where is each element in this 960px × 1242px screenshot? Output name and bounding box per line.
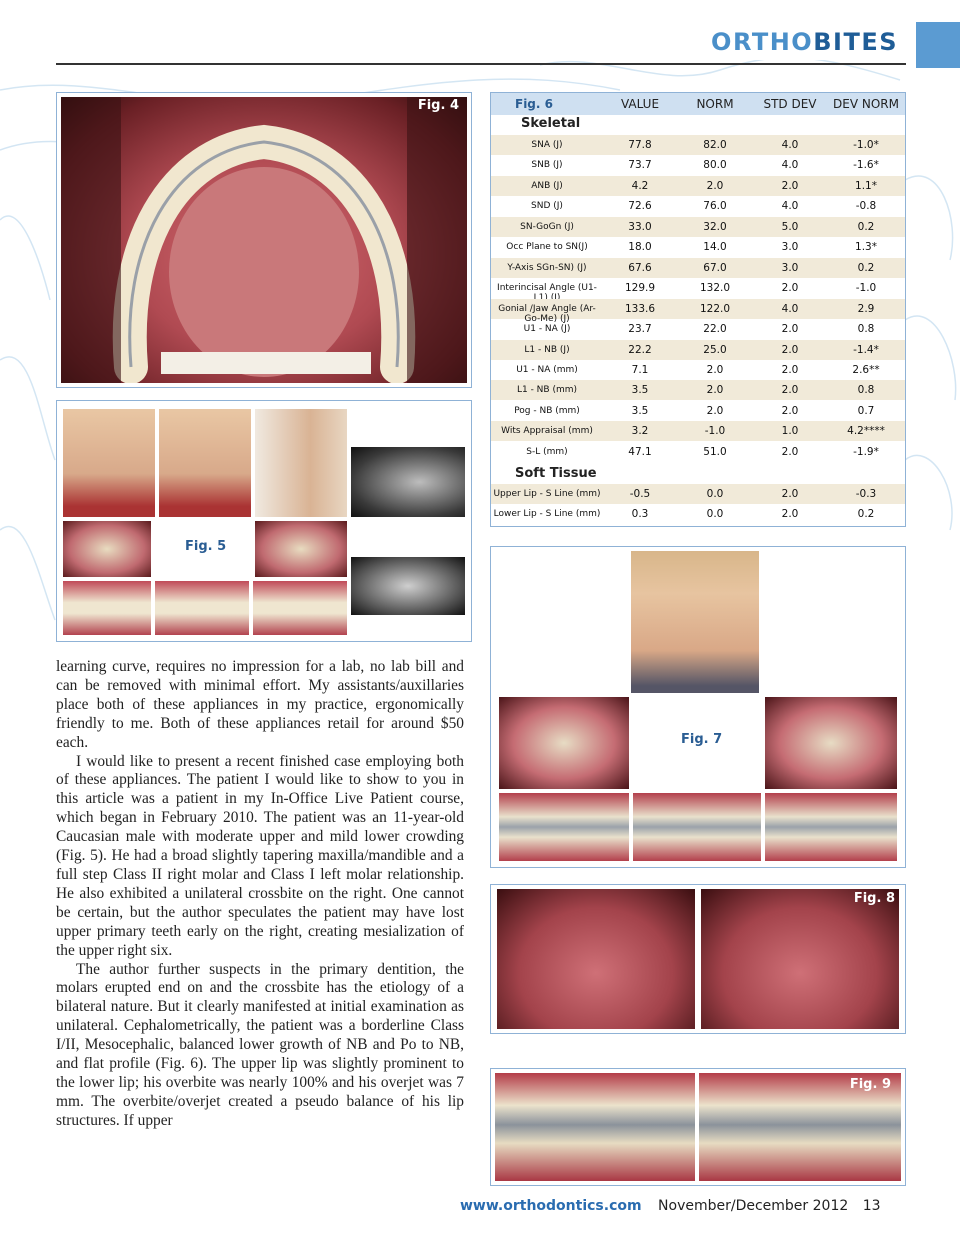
cell-label: Lower Lip - S Line (mm): [493, 509, 601, 520]
fig4-teeth-drawing: [61, 97, 467, 383]
cell-std-dev: 2.0: [781, 323, 799, 336]
cell-norm: 2.0: [706, 363, 724, 376]
cell-label: SN-GoGn (J): [520, 221, 574, 232]
cell-value: 7.1: [631, 363, 649, 376]
cell-std-dev: 4.0: [781, 159, 799, 172]
fig9-label: Fig. 9: [849, 1077, 891, 1092]
cell-dev-norm: 0.2: [857, 261, 875, 274]
table-row: [491, 299, 905, 324]
table-row: [491, 484, 905, 504]
fig5-face-profile: [255, 409, 347, 517]
fig7-intraoral-left: [765, 793, 897, 861]
cell-dev-norm: -0.8: [855, 200, 877, 213]
cell-std-dev: 2.0: [781, 404, 799, 417]
fig7-frame: [490, 546, 906, 868]
cell-value: 47.1: [628, 445, 652, 458]
cell-dev-norm: -0.3: [855, 488, 877, 500]
table-row: [491, 176, 905, 196]
table-row: [491, 237, 905, 257]
cell-dev-norm: -1.9*: [853, 445, 879, 458]
cell-dev-norm: 0.8: [857, 384, 875, 397]
table-row: [491, 340, 905, 360]
cell-label: SNA (J): [531, 140, 563, 150]
cell-norm: 0.0: [706, 508, 724, 521]
fig7-label: Fig. 7: [681, 732, 723, 747]
table-row: [491, 319, 905, 339]
cell-label: L1 - NB (mm): [516, 385, 578, 396]
cell-norm: 14.0: [703, 241, 727, 254]
cell-norm: 22.0: [703, 323, 727, 336]
fig4-frame: [56, 92, 472, 388]
cell-value: 3.5: [631, 384, 649, 397]
fig9-photo-braces-right: [495, 1073, 695, 1181]
fig7-intraoral-right: [499, 793, 629, 861]
fig8-photo-expander-left: [497, 889, 695, 1029]
cell-dev-norm: 0.2: [857, 508, 875, 521]
cell-norm: 0.0: [706, 488, 724, 500]
header-color-tab: [916, 22, 960, 68]
cell-norm: 51.0: [703, 445, 727, 458]
cell-std-dev: 2.0: [781, 179, 799, 192]
cell-norm: 122.0: [699, 302, 731, 315]
article-body: [56, 658, 464, 1131]
cell-value: 72.6: [628, 200, 652, 213]
cell-value: 77.8: [628, 139, 652, 151]
fig4-label: Fig. 4: [417, 98, 459, 113]
col-header-norm: NORM: [696, 97, 734, 111]
fig7-occlusal-upper: [499, 697, 629, 789]
cell-label: Y-Axis SGn-SN) (J): [507, 262, 587, 273]
cell-norm: 2.0: [706, 179, 724, 192]
cell-dev-norm: 2.9: [857, 302, 875, 315]
cell-value: 3.2: [631, 425, 649, 438]
cell-value: 133.6: [624, 302, 656, 315]
footer-website-link[interactable]: www.orthodontics.com: [460, 1198, 642, 1214]
fig5-face-front-smile: [63, 409, 155, 517]
cell-std-dev: 4.0: [781, 139, 799, 151]
cell-std-dev: 2.0: [781, 508, 799, 521]
cell-std-dev: 2.0: [781, 343, 799, 356]
brand-part-bites: BITES: [813, 28, 898, 56]
fig5-ceph-xray: [351, 447, 465, 517]
footer-issue-date: November/December 2012: [658, 1198, 849, 1214]
table-row: [491, 135, 905, 155]
fig5-intraoral-right: [63, 581, 151, 635]
cell-value: 67.6: [628, 261, 652, 274]
cell-std-dev: 3.0: [781, 261, 799, 274]
brand-part-ortho: ORTHO: [711, 28, 814, 56]
cell-std-dev: 5.0: [781, 220, 799, 233]
cell-norm: 132.0: [699, 282, 731, 295]
fig8-photo-expander-right: [701, 889, 899, 1029]
fig5-occlusal-lower: [255, 521, 347, 577]
header-rule: [56, 63, 906, 65]
fig5-intraoral-left: [253, 581, 347, 635]
cell-value: 22.2: [628, 343, 652, 356]
fig9-frame: [490, 1068, 906, 1186]
col-header-std-dev: STD DEV: [763, 97, 817, 111]
cell-label: Upper Lip - S Line (mm): [493, 489, 601, 499]
cell-value: -0.5: [629, 488, 651, 500]
table-row: [491, 421, 905, 441]
cell-norm: 2.0: [706, 404, 724, 417]
cell-label: Interincisal Angle (U1-: [497, 283, 597, 294]
table-row: [491, 217, 905, 237]
cell-value: 4.2: [631, 179, 649, 192]
fig4-photo-upper-arch: [61, 97, 467, 383]
fig6-label: Fig. 6: [515, 97, 553, 111]
cell-std-dev: 3.0: [781, 241, 799, 254]
cell-std-dev: 2.0: [781, 445, 799, 458]
cell-std-dev: 4.0: [781, 200, 799, 213]
cell-label: U1 - NA (J): [523, 324, 571, 335]
cell-dev-norm: 4.2****: [847, 425, 885, 438]
table-row: [491, 155, 905, 175]
cell-norm: -1.0: [704, 425, 726, 438]
body-paragraph-3: The author further suspects in the primary dentition, the molars erupted end on and the crossbite has the etiology of a bilateral nature. But it clearly manifested at initial examination as unilateral. Cephalometrically, the patient was a borderline Class I/II, Mesocephalic, balanced lower growth of NB and Po to NB, and flat profile (Fig. 6). The upper lip was slightly prominent to the lower lip; his overbite was nearly 100% and his overjet was 7 mm. The overbite/overjet created a pseudo balance of his lip structures. If upper: [56, 960, 464, 1129]
table-row: [491, 258, 905, 278]
fig7-occlusal-lower: [765, 697, 897, 789]
col-header-value: VALUE: [620, 97, 660, 111]
cell-norm: 82.0: [703, 139, 727, 151]
col-header-dev-norm: DEV NORM: [833, 97, 899, 111]
fig8-label: Fig. 8: [853, 891, 895, 906]
cell-std-dev: 2.0: [781, 282, 799, 295]
footer-page-number: 13: [862, 1198, 881, 1214]
table-header-row: [491, 93, 905, 115]
fig8-frame: [490, 884, 906, 1034]
cell-dev-norm: 1.1*: [855, 179, 877, 192]
cell-std-dev: 1.0: [781, 425, 799, 438]
cell-norm: 76.0: [703, 200, 727, 213]
section-skeletal-title: Skeletal: [521, 116, 581, 131]
cell-label: Pog - NB (mm): [514, 405, 580, 416]
cell-label: Occ Plane to SN(J): [506, 242, 588, 253]
table-row: [491, 278, 905, 298]
cell-norm: 25.0: [703, 343, 727, 356]
fig5-label: Fig. 5: [185, 539, 227, 554]
cell-value: 129.9: [624, 282, 656, 295]
cell-dev-norm: 0.8: [857, 323, 875, 336]
cell-value: 33.0: [628, 220, 652, 233]
cell-label: U1 - NA (mm): [516, 364, 578, 375]
fig6-ceph-table: [490, 92, 906, 527]
cell-dev-norm: 2.6**: [852, 363, 880, 376]
cell-dev-norm: 0.7: [857, 404, 875, 417]
body-paragraph-2: I would like to present a recent finished case employing both of these appliances. The patient I would like to show to you in this article was a patient in my In-Office Live Patient course, which began in February 2010. The patient was an 11-year-old Caucasian male with moderate upper and mild lower crowding (Fig. 5). He had a broad slightly tapering maxilla/mandible and a full step Class II right molar and Class I left molar relationship. He also exhibited a unilateral crossbite on the right. One cannot be certain, but the author speculates the patient may have lost upper primary teeth early on the right, creating mesialization of the upper right six.: [56, 752, 464, 959]
cell-label: Wits Appraisal (mm): [501, 426, 593, 437]
fig7-face-portrait: [631, 551, 759, 693]
cell-std-dev: 2.0: [781, 363, 799, 376]
table-row: [491, 442, 905, 462]
cell-value: 18.0: [628, 241, 652, 254]
magazine-section-title: [711, 28, 898, 56]
cell-label: L1 - NB (J): [524, 344, 570, 355]
fig5-face-front-rest: [159, 409, 251, 517]
cell-std-dev: 2.0: [781, 488, 799, 500]
cell-dev-norm: -1.0: [855, 282, 877, 295]
fig5-frame: [56, 400, 472, 642]
cell-dev-norm: 0.2: [857, 220, 875, 233]
table-row: [491, 380, 905, 400]
cell-value: 23.7: [628, 323, 652, 336]
table-row: [491, 504, 905, 524]
cell-dev-norm: 1.3*: [855, 241, 877, 254]
fig5-occlusal-upper: [63, 521, 151, 577]
cell-dev-norm: -1.0*: [853, 139, 879, 151]
cell-norm: 32.0: [703, 220, 727, 233]
cell-norm: 80.0: [703, 159, 727, 172]
cell-value: 3.5: [631, 404, 649, 417]
fig5-intraoral-front: [155, 581, 249, 635]
cell-label: Gonial /Jaw Angle (Ar-Go-Me) (J): [498, 303, 596, 324]
page-footer: [460, 1198, 881, 1214]
cell-label: SNB (J): [531, 160, 563, 171]
cell-norm: 67.0: [703, 261, 727, 274]
cell-label: S-L (mm): [526, 446, 568, 457]
fig7-intraoral-front: [633, 793, 761, 861]
cell-value: 73.7: [628, 159, 652, 172]
cell-label: ANB (J): [531, 180, 563, 191]
table-row: [491, 196, 905, 216]
table-row: [491, 360, 905, 380]
cell-value: 0.3: [631, 508, 649, 521]
cell-std-dev: 4.0: [781, 302, 799, 315]
body-paragraph-1: learning curve, requires no impression for a lab, no lab bill and can be removed with minimal effort. My assistants/auxillaries place both of these appliances in my practice, ergonomically friendly to me. Both of these appliances retail for around $50 each.: [56, 658, 464, 751]
cell-dev-norm: -1.6*: [853, 159, 879, 172]
cell-label: SND (J): [531, 201, 563, 212]
fig5-panoramic-xray: [351, 557, 465, 615]
cell-norm: 2.0: [706, 384, 724, 397]
cell-dev-norm: -1.4*: [853, 343, 879, 356]
section-soft-tissue-title: Soft Tissue: [515, 466, 597, 481]
table-row: [491, 401, 905, 421]
cell-std-dev: 2.0: [781, 384, 799, 397]
